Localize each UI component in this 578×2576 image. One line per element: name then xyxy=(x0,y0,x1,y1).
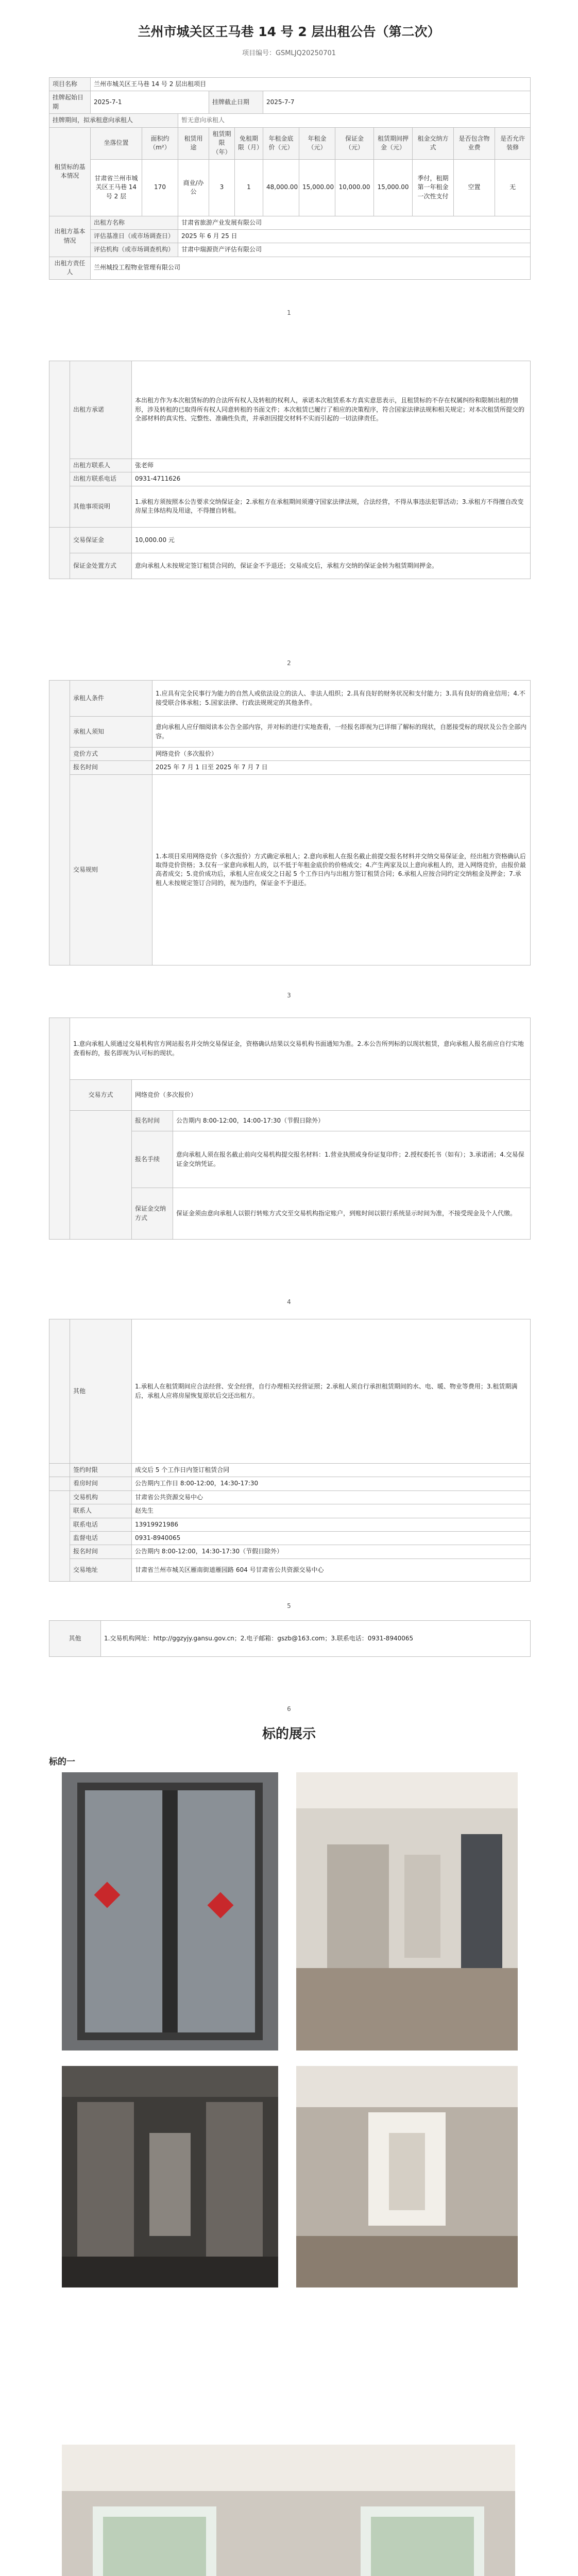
page-number: 5 xyxy=(287,1602,291,1609)
row-label: 联系电话 xyxy=(70,1518,132,1531)
row-label: 签约时限 xyxy=(70,1464,132,1477)
col-header: 年租金底价（元） xyxy=(263,127,299,159)
row-value: 网络竞价（多次报价） xyxy=(152,748,531,761)
section-marker xyxy=(49,1477,70,1490)
section-lessor-commitment xyxy=(49,361,530,579)
section-contact xyxy=(49,1620,530,1657)
section-marker xyxy=(49,1490,70,1581)
row-value: 1.交易机构网址：http://ggzyjy.gansu.gov.cn；2.电子邮箱：gszb@163.com；3.联系电话：0931-8940065 xyxy=(101,1621,531,1657)
page-number: 4 xyxy=(287,1298,291,1306)
section-marker xyxy=(49,527,70,579)
table-cell: 3 xyxy=(209,159,235,216)
row-label: 竞价方式 xyxy=(70,748,152,761)
other-info-table xyxy=(49,1319,531,1582)
lessor-row-label: 出租方名称 xyxy=(91,216,178,229)
row-value: 10,000.00 元 xyxy=(132,527,531,553)
start-date: 2025-7-1 xyxy=(91,91,209,114)
basic-info-label: 租赁标的基本情况 xyxy=(49,127,91,216)
row-value: 意向承租人应仔细阅读本公告全部内容，并对标的进行实地查看，一经报名即视为已详细了解标的现状，自愿接受标的现状及公告全部内容。 xyxy=(152,717,531,748)
row-label: 其他事项说明 xyxy=(70,486,132,527)
row-value: 意向承租人未按规定签订租赁合同的，保证金不予退还；交易成交后，承租方交纳的保证金转为租赁期间押金。 xyxy=(132,553,531,579)
page-number: 3 xyxy=(287,992,291,999)
page-title: 兰州市城关区王马巷 14 号 2 层出租公告（第二次） xyxy=(138,24,440,39)
row-label: 交易机构 xyxy=(70,1490,132,1504)
start-date-label: 挂牌起始日期 xyxy=(49,91,91,114)
section-marker xyxy=(49,1464,70,1477)
row-value: 2025 年 7 月 1 日至 2025 年 7 月 7 日 xyxy=(152,761,531,774)
col-header: 是否允许装修 xyxy=(495,127,531,159)
trading-arrangement-marker xyxy=(70,1111,132,1240)
section-marker xyxy=(49,1018,70,1240)
contract-value: 兰州城投工程物业管理有限公司 xyxy=(91,257,531,279)
row-value: 甘肃省公共资源交易中心 xyxy=(132,1490,531,1504)
row-label: 报名手续 xyxy=(132,1131,173,1188)
row-value: 赵先生 xyxy=(132,1504,531,1518)
row-label: 承租人条件 xyxy=(70,681,152,717)
end-date: 2025-7-7 xyxy=(263,91,531,114)
row-label: 出租方承诺 xyxy=(70,361,132,459)
row-value: 0931-8940065 xyxy=(132,1531,531,1545)
section-other-info xyxy=(49,1319,530,1582)
table-cell: 无 xyxy=(495,159,531,216)
table-cell: 空置 xyxy=(454,159,495,216)
row-label: 交易规则 xyxy=(70,774,152,965)
table-cell: 170 xyxy=(142,159,178,216)
col-header: 租赁用途 xyxy=(178,127,209,159)
row-label: 交易方式 xyxy=(70,1080,132,1111)
table-cell: 10,000.00 xyxy=(335,159,374,216)
row-label: 出租方联系人 xyxy=(70,459,132,472)
table-cell: 15,000.00 xyxy=(299,159,335,216)
row-label: 出租方联系电话 xyxy=(70,472,132,486)
page-number: 2 xyxy=(287,659,291,667)
lessor-row-value: 2025 年 6 月 25 日 xyxy=(178,229,531,243)
row-value: 本出租方作为本次租赁标的的合法所有权人及转租的权利人，承诺本次租赁系本方真实意思表示，且租赁标的不存在权属纠纷和限制出租的情形，涉及转租的已取得所有权人同意转租的书面文件；本次租赁已履行了相应的决策程序，符合国家法律法规和相关规定；对本次租赁所提交的全部材料的真实性、完整性、准确性负责，并承担因提交材料不实而引起的一切法律责任。 xyxy=(132,361,531,459)
section-marker xyxy=(49,361,70,528)
lessor-row-label: 评估基准日（或市场调查日） xyxy=(91,229,178,243)
row-label: 保证金处置方式 xyxy=(70,553,132,579)
table-cell: 甘肃省兰州市城关区王马巷 14 号 2 层 xyxy=(91,159,142,216)
photo-entrance-door xyxy=(62,1772,278,2050)
row-value: 1.本项目采用网络竞价（多次报价）方式确定承租人；2.意向承租人在报名截止前提交报名材料并交纳交易保证金，经出租方资格确认后取得竞价资格；3.仅有一家意向承租人的，以不低于年租金底价的价格成交；4.产生两家及以上意向承租人的，进入网络竞价，由报价最高者成交；5.竞价成功后，承租人应在成交之日起 5 个工作日内与出租方签订租赁合同；6.承租人应按合同约定交纳租金及押金；7.承租人未按规定签订合同的，视为违约，保证金不予退还。 xyxy=(152,774,531,965)
row-value: 甘肃省兰州市城关区雁南街道雁园路 604 号甘肃省公共资源交易中心 xyxy=(132,1558,531,1581)
table-cell: 季付，租期第一年租金一次性支付 xyxy=(413,159,454,216)
row-label: 承租人须知 xyxy=(70,717,152,748)
col-header: 免租期限（月） xyxy=(235,127,263,159)
row-value: 1.应具有完全民事行为能力的自然人或依法设立的法人、非法人组织；2.具有良好的财务状况和支付能力；3.具有良好的商业信用；4.不接受联合体承租；5.国家法律、行政法规规定的其他条件。 xyxy=(152,681,531,717)
page-number: 1 xyxy=(287,309,291,316)
lessor-row-value: 甘肃省旅游产业发展有限公司 xyxy=(178,216,531,229)
section-marker xyxy=(49,681,70,965)
row-value: 意向承租人须在报名截止前向交易机构提交报名材料：1.营业执照或身份证复印件；2.授权委托书（如有）；3.承诺函；4.交易保证金交纳凭证。 xyxy=(173,1131,531,1188)
gallery-title: 标的展示 xyxy=(262,1726,316,1742)
row-value: 公告期内工作日 8:00-12:00，14:30-17:30 xyxy=(132,1477,531,1490)
project-number-value: GSMLJQ20250701 xyxy=(275,49,336,57)
row-value: 成交后 5 个工作日内签订租赁合同 xyxy=(132,1464,531,1477)
row-label: 交易地址 xyxy=(70,1558,132,1581)
photo-corridor xyxy=(62,2066,278,2287)
row-label: 报名时间 xyxy=(132,1111,173,1131)
section-lessee-conditions xyxy=(49,680,530,965)
intention-value: 暂无意向承租人 xyxy=(178,114,531,127)
col-header: 面积约（m²） xyxy=(142,127,178,159)
col-header: 坐落位置 xyxy=(91,127,142,159)
row-value: 公告期内 8:00-12:00，14:00-17:30（节假日除外） xyxy=(173,1111,531,1131)
row-value: 公告期内 8:00-12:00，14:30-17:30（节假日除外） xyxy=(132,1545,531,1558)
project-name-label: 项目名称 xyxy=(49,78,91,91)
col-header: 保证金（元） xyxy=(335,127,374,159)
trading-intro: 1.意向承租人须通过交易机构官方网站报名并交纳交易保证金，资格确认结果以交易机构书面通知为准。2.本公告所列标的以现状租赁，意向承租人报名前应自行实地查看标的，报名即视为认可标的现状。 xyxy=(70,1018,531,1080)
page-number: 6 xyxy=(287,1705,291,1713)
col-header: 租赁期限（年） xyxy=(209,127,235,159)
row-value: 13919921986 xyxy=(132,1518,531,1531)
photo-hallway xyxy=(296,1772,518,2050)
intention-label: 挂牌期间，拟承租意向承租人 xyxy=(49,114,178,127)
section-basic-info xyxy=(49,77,530,280)
project-number xyxy=(0,47,578,57)
row-value: 网络竞价（多次报价） xyxy=(132,1080,531,1111)
project-number-label: 项目编号： xyxy=(242,49,276,57)
project-name: 兰州市城关区王马巷 14 号 2 层出租项目 xyxy=(91,78,531,91)
basic-info-table xyxy=(49,77,531,280)
table-cell: 1 xyxy=(235,159,263,216)
lessor-row-label: 评估机构（或市场调查机构） xyxy=(91,243,178,257)
row-label: 交易保证金 xyxy=(70,527,132,553)
lessor-label: 出租方基本情况 xyxy=(49,216,91,257)
table-cell: 商业/办公 xyxy=(178,159,209,216)
photo-long-hallway xyxy=(296,2066,518,2287)
contract-label: 出租方责任人 xyxy=(49,257,91,279)
end-date-label: 挂牌截止日期 xyxy=(209,91,263,114)
table-cell: 48,000.00 xyxy=(263,159,299,216)
row-label: 其他 xyxy=(49,1621,101,1657)
trading-table xyxy=(49,1018,531,1240)
lessee-table xyxy=(49,680,531,965)
section-trading-method xyxy=(49,1018,530,1240)
col-header: 是否包含物业费 xyxy=(454,127,495,159)
row-label: 看房时间 xyxy=(70,1477,132,1490)
row-label: 保证金交纳方式 xyxy=(132,1188,173,1240)
section-marker xyxy=(49,1319,70,1464)
col-header: 租金交纳方式 xyxy=(413,127,454,159)
row-label: 其他 xyxy=(70,1319,132,1464)
lessor-row-value: 甘肃中瑞源资产评估有限公司 xyxy=(178,243,531,257)
row-label: 监督电话 xyxy=(70,1531,132,1545)
row-label: 联系人 xyxy=(70,1504,132,1518)
row-value: 1.承租方须按照本公告要求交纳保证金；2.承租方在承租期间须遵守国家法律法规，合法经营，不得从事违法犯罪活动；3.承租方不得擅自改变房屋主体结构及用途，不得擅自转租。 xyxy=(132,486,531,527)
col-header: 年租金（元） xyxy=(299,127,335,159)
row-value: 1.承租人在租赁期间应合法经营、安全经营，自行办理相关经营证照；2.承租人须自行承担租赁期间的水、电、暖、物业等费用；3.租赁期满后，承租人应将房屋恢复原状后交还出租方。 xyxy=(132,1319,531,1464)
row-label: 报名时间 xyxy=(70,1545,132,1558)
contact-table xyxy=(49,1620,531,1657)
col-header: 租赁期间押金（元） xyxy=(374,127,413,159)
row-label: 报名时间 xyxy=(70,761,152,774)
row-value: 张老师 xyxy=(132,459,531,472)
row-value: 保证金须由意向承租人以银行转账方式交至交易机构指定账户，到账时间以银行系统显示时间为准，不接受现金及个人代缴。 xyxy=(173,1188,531,1240)
commitment-table xyxy=(49,361,531,579)
gallery-item-label: 标的一 xyxy=(49,1757,75,1767)
row-value: 0931-4711626 xyxy=(132,472,531,486)
table-cell: 15,000.00 xyxy=(374,159,413,216)
photo-room-windows xyxy=(62,2445,515,2576)
